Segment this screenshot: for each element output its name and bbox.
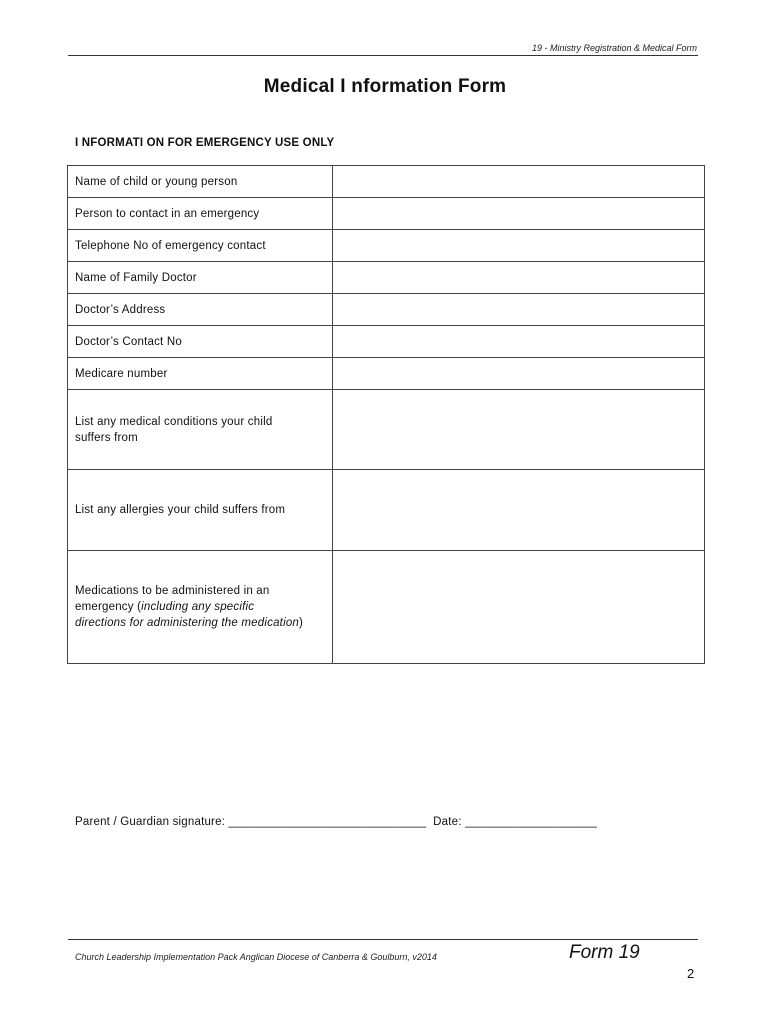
section-heading: I NFORMATI ON FOR EMERGENCY USE ONLY (75, 137, 335, 149)
signature-field[interactable]: ______________________________ (228, 816, 427, 828)
footer-text: Church Leadership Implementation Pack Anglican Diocese of Canberra & Goulburn, v2014 (75, 952, 437, 962)
emergency-phone-field[interactable] (333, 230, 705, 262)
medical-conditions-label-line2: suffers from (75, 431, 138, 444)
table-row (68, 470, 705, 551)
family-doctor-label: Name of Family Doctor (68, 262, 333, 294)
header-text: 19 - Ministry Registration & Medical Form (531, 43, 697, 53)
medications-field[interactable] (333, 551, 705, 664)
medical-info-table (67, 165, 705, 664)
emergency-phone-label: Telephone No of emergency contact (68, 230, 333, 262)
medical-conditions-label (68, 390, 333, 470)
table-row (68, 230, 705, 262)
medications-label-line3-italic: directions for administering the medication (75, 617, 300, 629)
form-number: Form 19 (569, 942, 640, 963)
medicare-number-field[interactable] (333, 358, 705, 390)
footer-rule (68, 939, 698, 940)
doctor-contact-field[interactable] (333, 326, 705, 358)
child-name-field[interactable] (333, 166, 705, 198)
family-doctor-field[interactable] (333, 262, 705, 294)
medicare-number-label: Medicare number (68, 358, 333, 390)
child-name-label: Name of child or young person (68, 166, 333, 198)
medications-label-line2-italic: including any specific (141, 601, 255, 613)
allergies-field[interactable] (333, 470, 705, 551)
medications-label-line2-plain: emergency ( (75, 601, 142, 613)
medical-conditions-label-line1: List any medical conditions your child (75, 415, 273, 428)
medications-label-line3-plain: ) (299, 617, 304, 629)
allergies-label: List any allergies your child suffers from (68, 470, 333, 551)
emergency-contact-label: Person to contact in an emergency (68, 198, 333, 230)
table-row (68, 551, 705, 664)
page-title: Medical I nformation Form (263, 76, 507, 97)
table-row (68, 166, 705, 198)
date-label: Date: (433, 816, 462, 828)
table-row (68, 326, 705, 358)
header-rule (68, 55, 698, 56)
doctor-contact-label: Doctor’s Contact No (68, 326, 333, 358)
medications-label-line1: Medications to be administered in an (75, 585, 270, 597)
medical-conditions-field[interactable] (333, 390, 705, 470)
doctor-address-field[interactable] (333, 294, 705, 326)
table-row (68, 262, 705, 294)
signature-label: Parent / Guardian signature: (75, 816, 226, 828)
date-field[interactable]: ____________________ (465, 816, 597, 828)
signature-line (75, 816, 597, 828)
table-row (68, 358, 705, 390)
medications-label (68, 551, 333, 664)
table-row (68, 390, 705, 470)
table-row (68, 198, 705, 230)
doctor-address-label: Doctor’s Address (68, 294, 333, 326)
table-row (68, 294, 705, 326)
page-number: 2 (687, 966, 695, 981)
emergency-contact-field[interactable] (333, 198, 705, 230)
